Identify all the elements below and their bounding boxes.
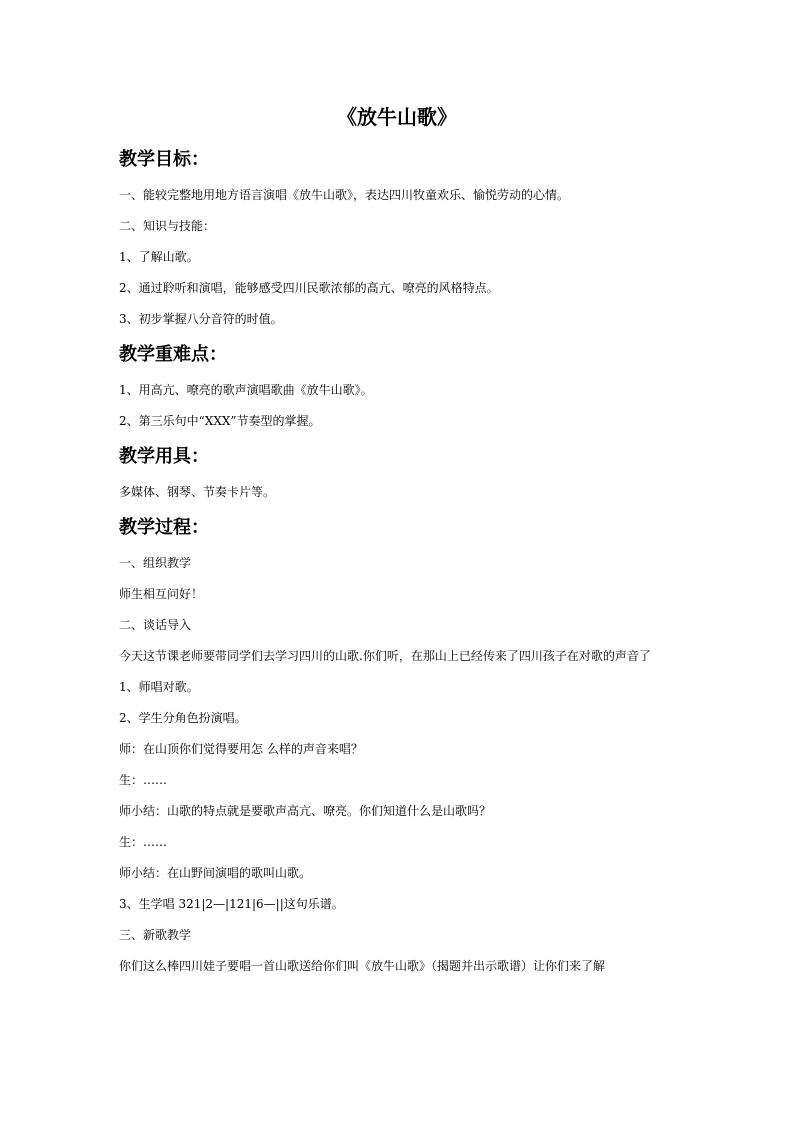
paragraph: 1、了解山歌。 xyxy=(119,250,199,264)
section-heading-process: 教学过程： xyxy=(119,517,209,538)
paragraph: 二、谈话导入 xyxy=(119,618,192,632)
paragraph: 2、学生分角色扮演唱。 xyxy=(119,711,247,725)
paragraph: 师小结：山歌的特点就是要歌声高亢、嘹亮。你们知道什么是山歌吗？ xyxy=(119,804,492,818)
section-heading-goals: 教学目标： xyxy=(119,149,209,170)
paragraph: 2、通过聆听和演唱，能够感受四川民歌浓郁的高亢、嘹亮的风格特点。 xyxy=(119,281,499,295)
paragraph: 你们这么棒四川娃子要唱一首山歌送给你们叫《放牛山歌》（揭题并出示歌谱）让你们来了解 xyxy=(119,959,606,973)
document-title: 《放牛山歌》 xyxy=(337,105,457,129)
paragraph: 二、知识与技能： xyxy=(119,219,216,233)
paragraph: 1、师唱对歌。 xyxy=(119,680,199,694)
section-heading-tools: 教学用具： xyxy=(119,446,209,467)
paragraph: 师小结：在山野间演唱的歌叫山歌。 xyxy=(119,866,312,880)
paragraph: 多媒体、钢琴、节奏卡片等。 xyxy=(119,485,276,499)
paragraph: 3、生学唱 321|2—|121|6—||这句乐谱。 xyxy=(119,897,344,911)
paragraph: 生：…… xyxy=(119,773,168,787)
paragraph: 师：在山顶你们觉得要用怎 么样的声音来唱？ xyxy=(119,742,363,756)
paragraph: 3、初步掌握八分音符的时值。 xyxy=(119,312,283,326)
paragraph: 今天这节课老师要带同学们去学习四川的山歌.你们听，在那山上已经传来了四川孩子在对歌的声音了 xyxy=(119,649,651,663)
paragraph: 三、新歌教学 xyxy=(119,928,192,942)
paragraph: 师生相互问好！ xyxy=(119,587,204,601)
paragraph: 一、能较完整地用地方语言演唱《放牛山歌》，表达四川牧童欢乐、愉悦劳动的心情。 xyxy=(119,188,570,202)
section-heading-key-points: 教学重难点： xyxy=(119,344,227,365)
document-body xyxy=(119,140,679,982)
paragraph: 2、第三乐句中“XXX”节奏型的掌握。 xyxy=(119,414,321,428)
paragraph: 1、用高亢、嘹亮的歌声演唱歌曲《放牛山歌》。 xyxy=(119,383,373,397)
paragraph: 生：…… xyxy=(119,835,168,849)
paragraph: 一、组织教学 xyxy=(119,556,192,570)
